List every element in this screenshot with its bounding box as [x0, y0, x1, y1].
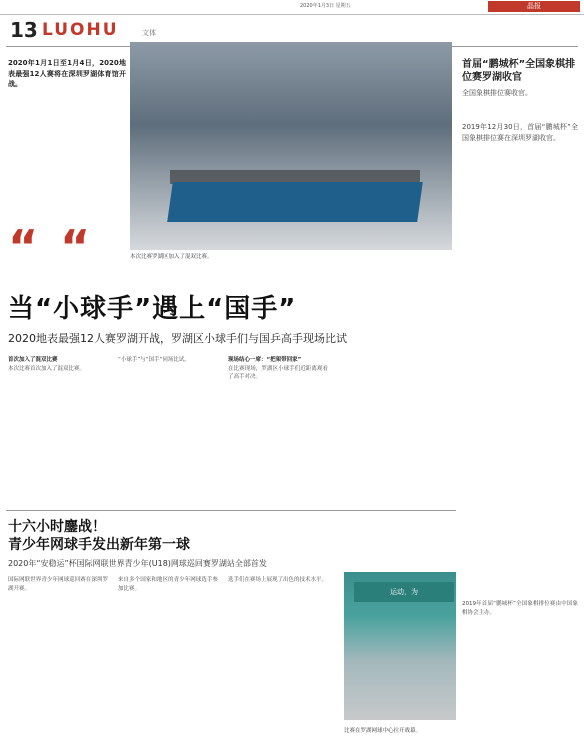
- article2-headline-1: 十六小时鏖战！: [8, 519, 106, 535]
- section-title: LUOHU: [42, 20, 119, 40]
- banner: 运动，为: [354, 582, 454, 602]
- article2-headline-2: 青少年网球手发出新年第一球: [8, 537, 190, 553]
- article2-col1: 国际网联世界青少年网球巡回赛在深圳罗湖开赛。: [8, 577, 108, 592]
- right-top-body: 2019年12月30日，首届“鹏城杯”全国象棋排位赛在深圳罗湖收官。: [462, 123, 578, 142]
- lead-paragraph: 2020年1月1日至1月4日，2020地表最强12人赛将在深圳罗湖体育馆开战。: [8, 59, 126, 88]
- table-tennis-photo: [130, 42, 452, 250]
- article2-col3: 选手们在赛场上展现了出色的技术水平。: [228, 577, 328, 583]
- photo2-caption: 比赛在罗湖网球中心拉开战幕。: [344, 728, 422, 734]
- col3-subtitle: 现场结心一席：“把架带回家”: [228, 357, 302, 363]
- tennis-photo: [344, 572, 456, 720]
- table: [167, 182, 423, 222]
- article1-col2: [118, 356, 218, 365]
- col2-text: “小球手”与“国手”同场比试。: [118, 357, 190, 363]
- section-label: 文体: [142, 29, 156, 37]
- right-top-subtitle: 全国象棋排位赛收官。: [462, 89, 532, 97]
- main-subhead: 2020地表最强12人赛罗湖开战，罗湖区小球手们与国乒高手现场比试: [8, 332, 347, 345]
- article1-col1: [8, 356, 108, 373]
- col3-text: 在比赛现场，罗湖区小球手们近距离观看了高手对决。: [228, 365, 328, 380]
- col1-text: 本次比赛首次加入了混双比赛。: [8, 365, 86, 372]
- article2-subhead: 2020年“安稳运”杯国际网联世界青少年(U18)网球巡回赛罗湖站全部首发: [8, 559, 267, 568]
- page-header: [6, 14, 578, 44]
- main-headline: 当“小球手”遇上“国手”: [8, 294, 297, 324]
- date-info: 2020年1月3日 星期五: [300, 3, 351, 9]
- article2-col2: 来自多个国家和地区的青少年网球选手参加比赛。: [118, 577, 218, 592]
- right-top-title: 首届“鹏城杯”全国象棋排位赛罗湖收官: [462, 59, 576, 83]
- right-bottom-text: 2019年首届“鹏城杯”全国象棋排位赛由中国象棋协会主办。: [462, 601, 578, 616]
- right-top-article: [462, 58, 578, 98]
- divider-mid: [6, 510, 456, 511]
- top-bar: [0, 0, 584, 15]
- page-number: 13: [10, 18, 38, 42]
- logo: 晶报: [488, 1, 580, 12]
- article1-col3: [228, 356, 328, 382]
- col1-subtitle: 首次加入了混双比赛: [8, 357, 58, 363]
- photo1-caption: 本次比赛罗湖区加入了混双比赛。: [130, 254, 213, 260]
- quote-mark: “ “: [8, 220, 91, 274]
